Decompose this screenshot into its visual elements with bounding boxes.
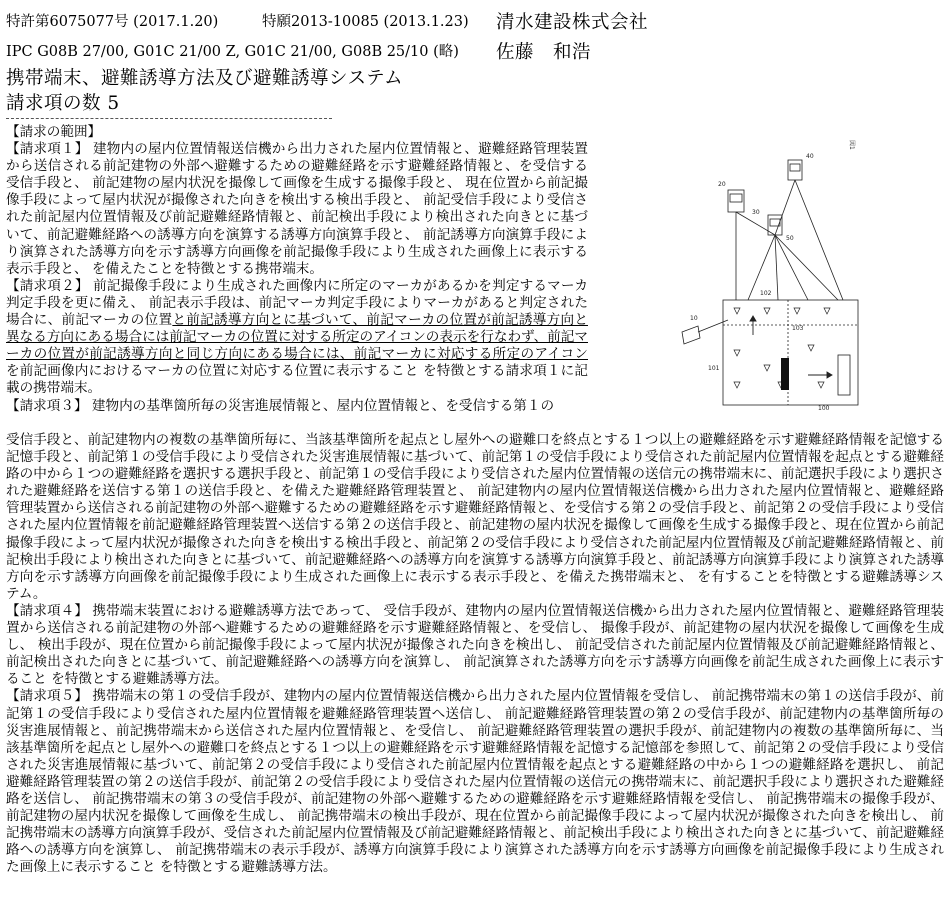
figure-drawing xyxy=(668,120,900,420)
patent-title: 携帯端末、避難誘導方法及び避難誘導システム xyxy=(6,68,404,89)
figure-label: 図1 xyxy=(848,140,855,150)
ref-30: 30 xyxy=(752,209,760,216)
claim-4: 【請求項４】 携帯端末装置における避難誘導方法であって、 受信手段が、建物内の屋内位置情報送信機から出力された屋内位置情報と、避難経路管理装置から送信される前記建物の外部へ避難するための避難経路を示す避難経路情報と、を受信し、 撮像手段が、前記建物の屋内状況を撮像して画像を生成し、 検出手段が、現在位置から前記撮像手段によって屋内状況が撮像された向きを検出し、 前記受信された前記屋内位置情報及び前記避難経路情報と、前記検出された向きとに基づいて、前記避難経路への誘導方向を演算し、 前記演算された誘導方向を示す誘導方向画像を前記生成された画像上に表示すること を特徴とする避難誘導方法。 xyxy=(6,602,944,688)
claim-count: 請求項の数 5 xyxy=(6,93,120,114)
ref-102: 102 xyxy=(760,290,772,297)
patent-number: 特許第6075077号 (2017.1.20) xyxy=(6,14,219,30)
applicant-name: 清水建設株式会社 xyxy=(496,12,649,33)
claims-heading: 【請求の範囲】 xyxy=(6,124,102,140)
claim-3-start: 【請求項３】 建物内の基準箇所毎の災害進展情報と、屋内位置情報と、を受信する第１の xyxy=(6,397,555,414)
ipc-classification: IPC G08B 27/00, G01C 21/00 Z, G01C 21/00, G08B 25/10 (略) xyxy=(6,44,459,60)
claim-1: 【請求項１】 建物内の屋内位置情報送信機から出力された屋内位置情報と、避難経路管理装置から送信される前記建物の外部へ避難するための避難経路を示す避難経路情報と、を受信する受信手段と、 前記建物の屋内状況を撮像して画像を生成する撮像手段と、 現在位置から前記撮像手段によって屋内状況が撮像された向きを検出する検出手段と、 前記受信手段により受信された前記屋内位置情報及び前記避難経路情報と、前記検出手段により検出された向きとに基づいて、前記避難経路への誘導方向を演算する誘導方向演算手段と、 前記誘導方向演算手段により演算された誘導方向を示す誘導方向画像を前記撮像手段により生成された画像上に表示する表示手段と、 を備えたことを特徴とする携帯端末。 xyxy=(6,141,588,277)
claim-2-underlined: と前記誘導方向とに基づいて、前記マーカの位置が前記誘導方向と異なる方向にある場合には前記マーカの位置に対する所定のアイコンの表示を行なわず、前記マーカの位置が前記誘導方向と同じ方向にある場合には、前記マーカに対応する所定のアイコン xyxy=(6,312,588,363)
claims-wide-column xyxy=(6,432,944,876)
claim-3-continued: 受信手段と、前記建物内の複数の基準箇所毎に、当該基準箇所を起点とし屋外への避難口を終点とする１つ以上の避難経路を示す避難経路情報を記憶する記憶手段と、前記第１の受信手段により受信された災害進展情報に基づいて、前記第１の受信手段により受信された前記屋内位置情報を起点とする避難経路の中から１つの避難経路を選択する選択手段と、前記第１の受信手段により受信された屋内位置情報の送信元の携帯端末に、前記選択手段により選択された避難経路を送信する第１の送信手段と、を備えた避難経路管理装置と、 前記建物内の屋内位置情報送信機から出力された屋内位置情報と、避難経路管理装置から送信される前記建物の外部へ避難するための避難経路を示す避難経路情報と、を受信する第２の受信手段と、前記第２の受信手段により受信された屋内位置情報を前記避難経路管理装置へ送信する第２の送信手段と、前記建物の屋内状況を撮像して画像を生成する撮像手段と、現在位置から前記撮像手段によって屋内状況が撮像された向きを検出する検出手段と、前記第２の受信手段により受信された前記屋内位置情報及び前記避難経路情報と、前記検出手段により検出された向きとに基づいて、前記避難経路への誘導方向を演算する誘導方向演算手段と、前記誘導方向演算手段により演算された誘導方向を示す誘導方向画像を前記撮像手段により生成された画像上に表示する表示手段と、を備えた携帯端末と、 を有することを特徴とする避難誘導システム。 xyxy=(6,432,944,602)
claims-narrow-column xyxy=(6,124,588,415)
ref-103: 103 xyxy=(792,325,804,332)
application-number: 特願2013-10085 (2013.1.23) xyxy=(262,14,469,30)
claim-5: 【請求項５】 携帯端末の第１の受信手段が、建物内の屋内位置情報送信機から出力された屋内位置情報を受信し、 前記携帯端末の第１の送信手段が、前記第１の受信手段により受信された屋内位置情報を避難経路管理装置へ送信し、 前記避難経路管理装置の第２の受信手段が、前記建物内の基準箇所毎の災害進展情報と、前記携帯端末から送信された屋内位置情報と、を受信し、 前記避難経路管理装置の選択手段が、前記建物内の複数の基準箇所毎に、当該基準箇所を起点とし屋外への避難口を終点とする１つ以上の避難経路を示す避難経路情報を記憶する記憶部を参照して、前記第２の受信手段により受信された災害進展情報に基づいて、前記第２の受信手段により受信された前記屋内位置情報を起点とする避難経路の中から１つの避難経路を選択し、 前記避難経路管理装置の第２の送信手段が、前記第２の受信手段により受信された屋内位置情報の送信元の携帯端末に、前記選択手段により選択された避難経路を送信し、 前記携帯端末の第３の受信手段が、前記建物の外部へ避難するための避難経路を示す避難経路情報を受信し、 前記携帯端末の撮像手段が、前記建物の屋内状況を撮像して画像を生成し、 前記携帯端末の検出手段が、現在位置から前記撮像手段によって屋内状況が撮像された向きを検出し、 前記携帯端末の誘導方向演算手段が、受信された前記屋内位置情報及び前記避難経路情報と、前記検出手段により検出された向きとに基づいて、前記避難経路への誘導方向を演算し、 前記携帯端末の表示手段が、誘導方向演算手段により演算された誘導方向を示す誘導方向画像を前記撮像手段により生成された画像上に表示すること を特徴とする避難誘導方法。 xyxy=(6,688,944,876)
ref-100: 100 xyxy=(818,405,830,412)
ref-101: 101 xyxy=(708,365,720,372)
hazard-block xyxy=(781,358,789,390)
header-divider xyxy=(6,118,332,119)
patent-figure-1 xyxy=(668,120,900,420)
ref-50: 50 xyxy=(786,235,794,242)
claim-2-text-b: を前記画像内におけるマーカの位置に対応する位置に表示すること を特徴とする請求項１に記載の携帯端末。 xyxy=(6,363,588,397)
claim-2 xyxy=(6,278,588,398)
inventor-name: 佐藤 和浩 xyxy=(496,42,592,63)
ref-10: 10 xyxy=(690,315,698,322)
ref-40: 40 xyxy=(806,153,814,160)
ref-20: 20 xyxy=(718,181,726,188)
claim-2-text-a: 【請求項２】 前記撮像手段により生成された画像内に所定のマーカがあるかを判定するマーカ判定手段を更に備え、 前記表示手段は、前記マーカ判定手段によりマーカがあると判定された場合に、前記マーカの位置 xyxy=(6,277,588,329)
